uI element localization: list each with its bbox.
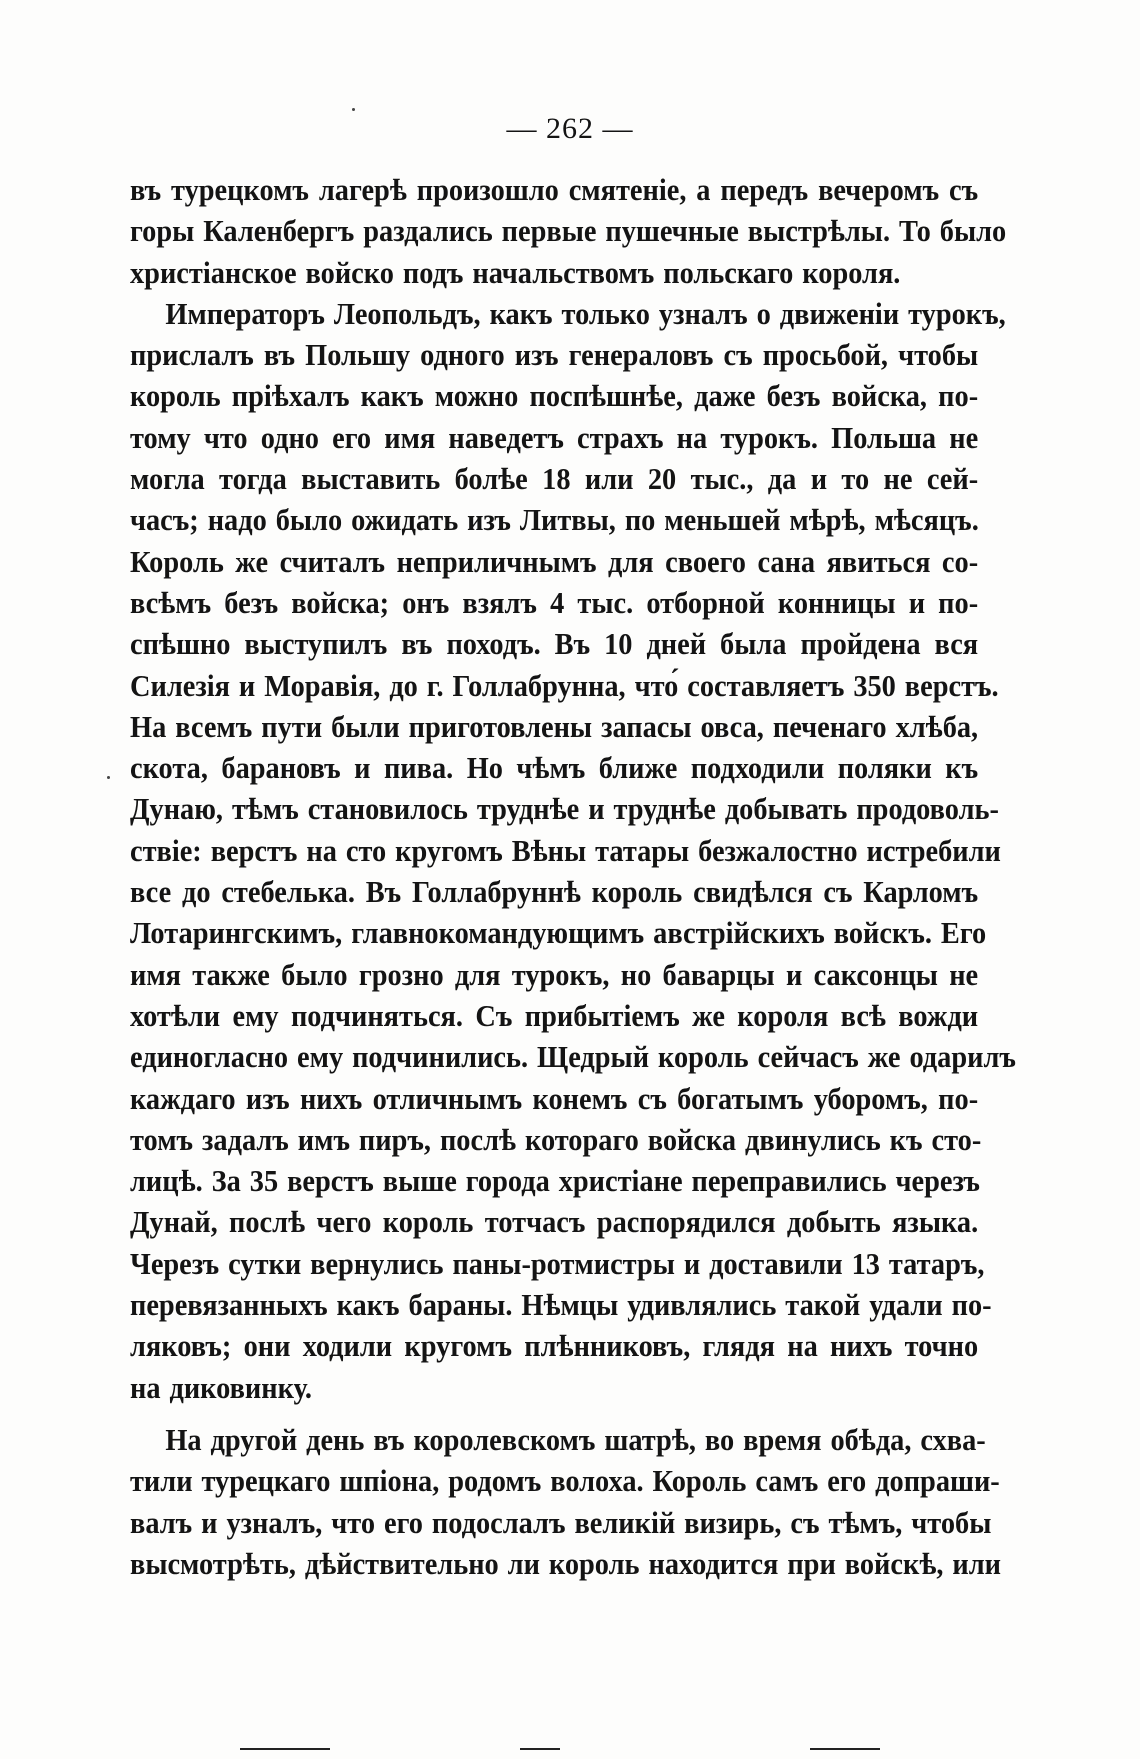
text-line: хотѣли ему подчиняться. Съ прибытіемъ же короля всѣ вожди [130, 998, 979, 1033]
text-line: перевязанныхъ какъ бараны. Нѣмцы удивлялись такой удали по- [130, 1288, 992, 1323]
paragraph-1 [130, 170, 1007, 294]
text-line: Императоръ Леопольдъ, какъ только узналъ о движеніи турокъ, [165, 296, 1006, 331]
text-line: ляковъ; они ходили кругомъ плѣнниковъ, глядя на нихъ точно [130, 1329, 979, 1364]
text-line: Король же считалъ неприличнымъ для своего сана явиться со- [130, 544, 979, 579]
footer-rule [810, 1748, 880, 1750]
paragraph-3 [130, 1420, 1002, 1585]
text-line: всѣмъ безъ войска; онъ взялъ 4 тыс. отборной конницы и по- [130, 585, 979, 620]
body-text [130, 170, 1016, 1585]
text-line: тили турецкаго шпіона, родомъ волоха. Король самъ его допраши- [130, 1464, 1000, 1499]
text-line: Силезія и Моравія, до г. Голлабрунна, что́ составляетъ 350 верстъ. [130, 668, 999, 703]
text-line: На другой день въ королевскомъ шатрѣ, во время обѣда, схва- [165, 1422, 986, 1457]
text-line: все до стебелька. Въ Голлабруннѣ король свидѣлся съ Карломъ [130, 875, 979, 910]
text-line: Дунаю, тѣмъ становилось труднѣе и труднѣе добывать продоволь- [130, 792, 999, 827]
print-speck [107, 776, 110, 779]
text-line: На всемъ пути были приготовлены запасы овса, печенаго хлѣба, [130, 709, 979, 744]
text-line: скота, барановъ и пива. Но чѣмъ ближе подходили поляки къ [130, 751, 979, 786]
text-line: могла тогда выставить болѣе 18 или 20 тыс., да и то не сей- [130, 462, 979, 497]
text-line: Дунай, послѣ чего король тотчасъ распорядился добыть языка. [130, 1205, 979, 1240]
text-line: спѣшно выступилъ въ походъ. Въ 10 дней была пройдена вся [130, 627, 979, 662]
text-line: прислалъ въ Польшу одного изъ генераловъ съ просьбой, чтобы [130, 338, 979, 373]
text-line: каждаго изъ нихъ отличнымъ конемъ съ богатымъ уборомъ, по- [130, 1081, 979, 1116]
text-line: король пріѣхалъ какъ можно поспѣшнѣе, даже безъ войска, по- [130, 379, 979, 414]
text-line: ствіе: верстъ на сто кругомъ Вѣны татары безжалостно истребили [130, 833, 1001, 868]
text-line: единогласно ему подчинились. Щедрый король сейчасъ же одарилъ [130, 1040, 1016, 1075]
text-line: на диковинку. [130, 1370, 313, 1405]
text-line: часъ; надо было ожидать изъ Литвы, по меньшей мѣрѣ, мѣсяцъ. [130, 503, 979, 538]
text-line: имя также было грозно для турокъ, но баварцы и саксонцы не [130, 957, 979, 992]
page-number: — 262 — [506, 112, 634, 145]
footer-rule [520, 1748, 560, 1750]
text-line: въ турецкомъ лагерѣ произошло смятеніе, а передъ вечеромъ съ [130, 173, 979, 207]
print-speck [352, 108, 355, 111]
text-line: высмотрѣть, дѣйствительно ли король находится при войскѣ, или [130, 1546, 1002, 1581]
text-line: тому что одно его имя наведетъ страхъ на турокъ. Польша не [130, 420, 979, 455]
text-line: Лотарингскимъ, главнокомандующимъ австрійскихъ войскъ. Его [130, 916, 987, 951]
text-line: лицѣ. За 35 верстъ выше города христіане переправились черезъ [130, 1164, 980, 1199]
text-line: Черезъ сутки вернулись паны-ротмистры и доставили 13 татаръ, [130, 1246, 985, 1281]
text-line: горы Каленбергъ раздались первые пушечные выстрѣлы. То было [130, 214, 1007, 249]
text-line: валъ и узналъ, что его подослалъ великій визирь, съ тѣмъ, чтобы [130, 1505, 992, 1540]
paragraph-2 [130, 294, 1016, 1409]
footer-rule [240, 1748, 330, 1750]
text-line: христіанское войско подъ начальствомъ польскаго короля. [130, 255, 901, 290]
text-line: томъ задалъ имъ пиръ, послѣ котораго войска двинулись къ сто- [130, 1122, 982, 1157]
